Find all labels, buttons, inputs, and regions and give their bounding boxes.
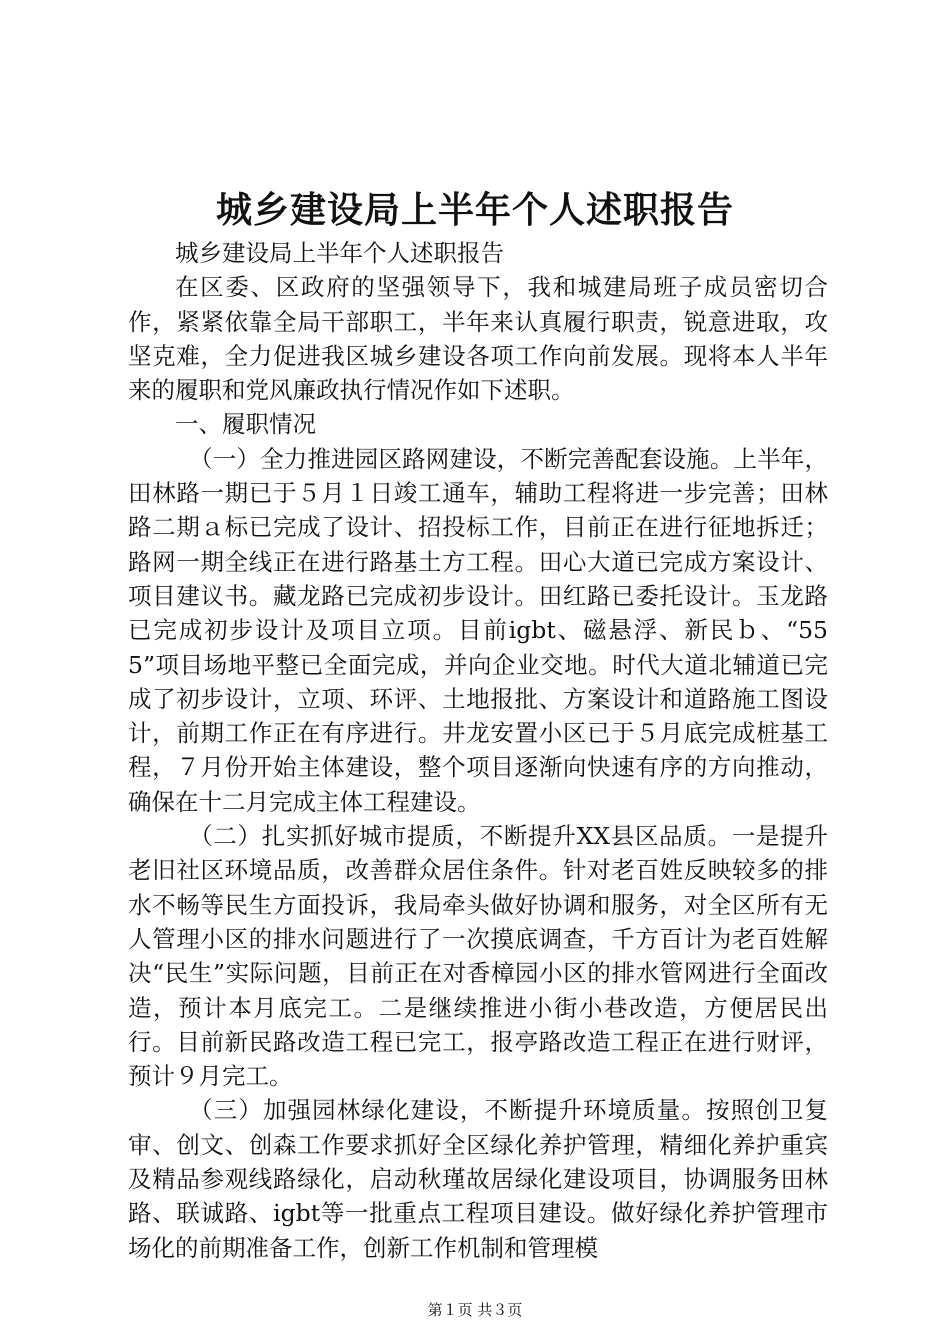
paragraph-item-1: （一）全力推进园区路网建设，不断完善配套设施。上半年，田林路一期已于５月１日竣工通车，辅助工程将进一步完善；田林路二期ａ标已完成了设计、招投标工作，目前正在进行征地拆迁；路网一期全线正在进行路基土方工程。田心大道已完成方案设计、项目建议书。藏龙路已完成初步设计。田红路已委托设计。玉龙路已完成初步设计及项目立项。目前igbt、磁悬浮、新民ｂ、“555”项目场地平整已全面完成，并向企业交地。时代大道北辅道已完成了初步设计，立项、环评、土地报批、方案设计和道路施工图设计，前期工作正在有序进行。井龙安置小区已于５月底完成桩基工程，７月份开始主体建设，整个项目逐渐向快速有序的方向推动，确保在十二月完成主体工程建设。 [128, 444, 828, 816]
paragraph-item-3: （三）加强园林绿化建设，不断提升环境质量。按照创卫复审、创文、创森工作要求抓好全区绿化养护管理，精细化养护重宾及精品参观线路绿化，启动秋瑾故居绿化建设项目，协调服务田林路、联诚路、igbt等一批重点工程项目建设。做好绿化养护管理市场化的前期准备工作，创新工作机制和管理模 [128, 1096, 828, 1262]
document-title: 城乡建设局上半年个人述职报告 [215, 189, 734, 231]
section-heading-duties: 一、履职情况 [175, 410, 316, 439]
paragraph-heading-repeat: 城乡建设局上半年个人述职报告 [175, 239, 504, 267]
paragraph-item-2: （二）扎实抓好城市提质，不断提升XX县区品质。一是提升老旧社区环境品质，改善群众居住条件。针对老百姓反映较多的排水不畅等民生方面投诉，我局牵头做好协调和服务，对全区所有无人管理小区的排水问题进行了一次摸底调查，千方百计为老百姓解决“民生”实际问题，目前正在对香樟园小区的排水管网进行全面改造，预计本月底完工。二是继续推进小街小巷改造，方便居民出行。目前新民路改造工程已完工，报亭路改造工程正在进行财评，预计９月完工。 [128, 822, 828, 1091]
paragraph-intro: 在区委、区政府的坚强领导下，我和城建局班子成员密切合作，紧紧依靠全局干部职工，半年来认真履行职责，锐意进取，攻坚克难，全力促进我区城乡建设各项工作向前发展。现将本人半年来的履职和党风廉政执行情况作如下述职。 [128, 273, 828, 405]
document-body [128, 236, 828, 1265]
page-number-footer: 第１页 共３页 [427, 1301, 523, 1319]
